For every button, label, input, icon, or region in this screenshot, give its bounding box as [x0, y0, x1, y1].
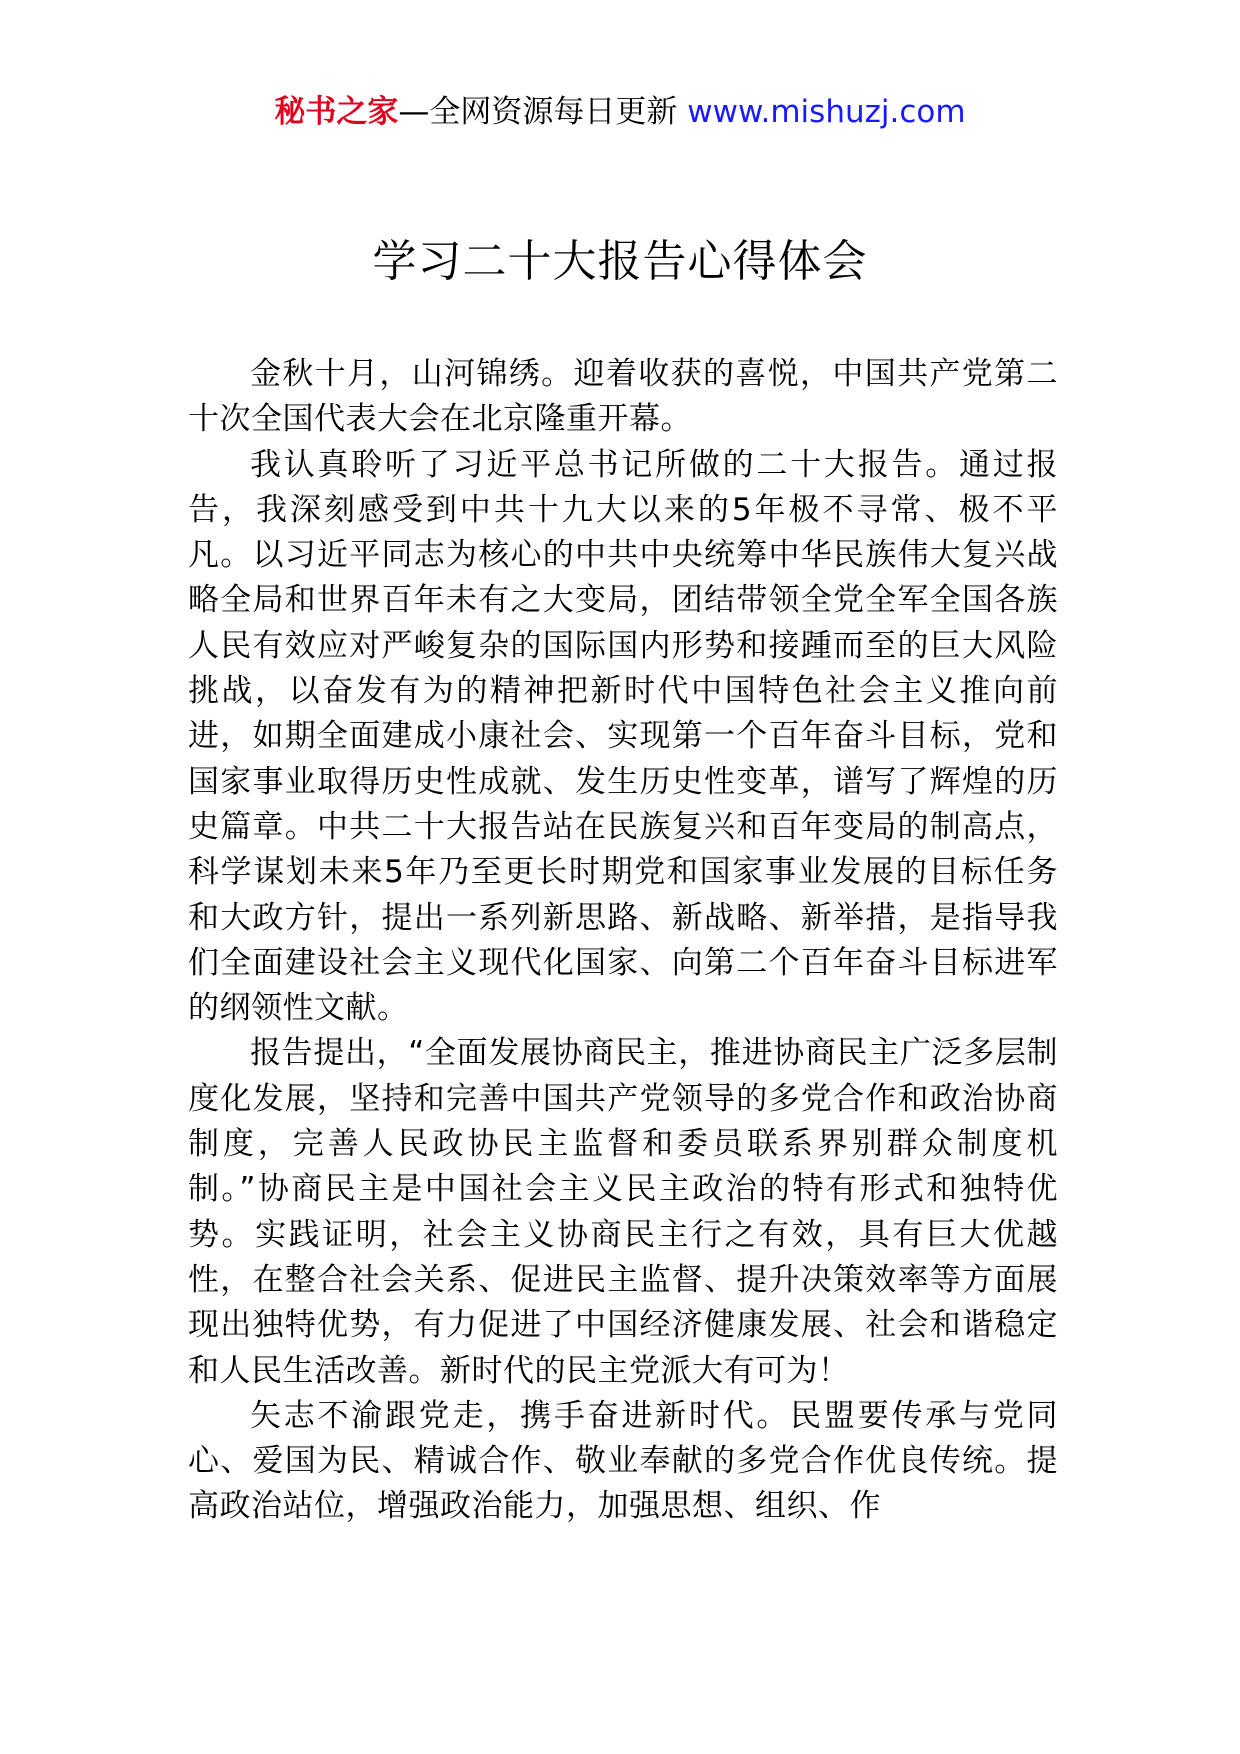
site-header [0, 92, 1240, 132]
paragraph-1: 金秋十月，山河锦绣。迎着收获的喜悦，中国共产党第二十次全国代表大会在北京隆重开幕。 [188, 356, 1058, 438]
paragraph-2: 我认真聆听了习近平总书记所做的二十大报告。通过报告，我深刻感受到中共十九大以来的5年极不寻常、极不平凡。以习近平同志为核心的中共中央统筹中华民族伟大复兴战略全局和世界百年未有之大变局，团结带领全党全军全国各族人民有效应对严峻复杂的国际国内形势和接踵而至的巨大风险挑战，以奋发有为的精神把新时代中国特色社会主义推向前进，如期全面建成小康社会、实现第一个百年奋斗目标，党和国家事业取得历史性成就、发生历史性变革，谱写了辉煌的历史篇章。中共二十大报告站在民族复兴和百年变局的制高点，科学谋划未来5年乃至更长时期党和国家事业发展的目标任务和大政方针，提出一系列新思路、新战略、新举措，是指导我们全面建设社会主义现代化国家、向第二个百年奋斗目标进军的纲领性文献。 [188, 446, 1058, 1027]
paragraph-3: 报告提出，“全面发展协商民主，推进协商民主广泛多层制度化发展，坚持和完善中国共产党领导的多党合作和政治协商制度，完善人民政协民主监督和委员联系界别群众制度机制。”协商民主是中国社会主义民主政治的特有形式和独特优势。实践证明，社会主义协商民主行之有效，具有巨大优越性，在整合社会关系、促进民主监督、提升决策效率等方面展现出独特优势，有力促进了中国经济健康发展、社会和谐稳定和人民生活改善。新时代的民主党派大有可为！ [188, 1035, 1058, 1389]
document-title: 学习二十大报告心得体会 [372, 236, 868, 287]
site-url-link[interactable]: www.mishuzj.com [687, 94, 966, 130]
site-tagline: —全网资源每日更新 [398, 94, 688, 130]
document-body [188, 352, 1058, 1530]
site-brand: 秘书之家 [274, 94, 399, 130]
paragraph-4: 矢志不渝跟党走，携手奋进新时代。民盟要传承与党同心、爱国为民、精诚合作、敬业奉献的多党合作优良传统。提高政治站位，增强政治能力，加强思想、组织、作 [188, 1397, 1058, 1525]
